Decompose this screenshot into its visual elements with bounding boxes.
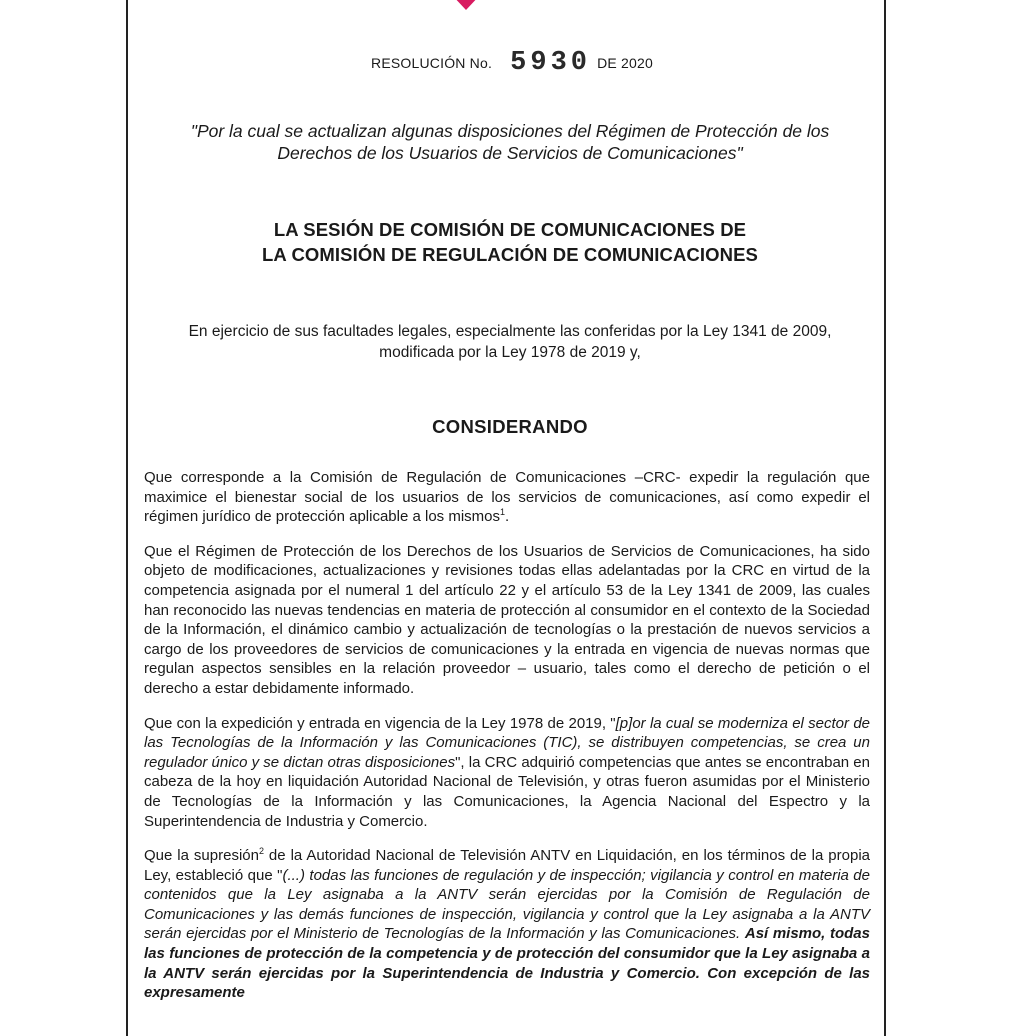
powers-line-1: En ejercicio de sus facultades legales, especialmente las conferidas por la Ley 1341 de 2009, [188, 323, 832, 340]
heading-line-2: LA COMISIÓN DE REGULACIÓN DE COMUNICACIONES [262, 244, 758, 265]
footnote-ref-2: 2 [258, 846, 264, 857]
legal-powers-statement [150, 321, 870, 363]
paragraph-2: Que el Régimen de Protección de los Derechos de los Usuarios de Servicios de Comunicaciones, ha sido objeto de modificaciones, actualizaciones y revisiones todas ellas adelantadas por la CRC en virtud de la competencia asignada por el numeral 1 del artículo 22 y el artículo 53 de la Ley 1341 de 2009, las cuales han reconocido las nuevas tendencias en materia de protección al consumidor en el contexto de la Sociedad de la Información, el dinámico cambio y actualización de tecnologías o la prestación de nuevos servicios a cargo de los proveedores de servicios de comunicaciones y la entrada en vigencia de nuevas normas que regulan aspectos sensibles en la relación proveedor – usuario, tales como el derecho de petición o el derecho a estar debidamente informado. [144, 542, 870, 697]
heading-line-1: LA SESIÓN DE COMISIÓN DE COMUNICACIONES DE [273, 219, 747, 240]
paragraph-4: Que la supresión$^2$ de la Autoridad Nacional de Televisión ANTV en Liquidación, en los términos de la propia Ley, estableció que "(...) todas las funciones de regulación y de inspección; vigilancia y control en materia de contenidos que la Ley asignaba a la ANTV serán ejercidas por la Comisión de Regulación de Comunicaciones y las demás funciones de inspección, vigilancia y control que la Ley asignaba a la ANTV serán ejercidas por el Ministerio de Tecnologías de la Información y las Comunicaciones. Así mismo, todas las funciones de protección de la competencia y de protección del consumidor que la Ley asignaba a la ANTV serán ejercidas por la Superintendencia de Industria y Comercio. Con excepción de las expresamente [144, 846, 870, 1002]
resolution-subject [150, 120, 870, 164]
issuing-authority-heading [150, 217, 870, 267]
resolution-year: DE 2020 [597, 55, 653, 71]
considerations-body [144, 468, 870, 1018]
crc-logo-fragment [447, 0, 485, 14]
powers-line-2: modificada por la Ley 1978 de 2019 y, [379, 344, 641, 361]
subject-line-1: "Por la cual se actualizan algunas disposiciones del Régimen de Protección de los [190, 121, 830, 141]
footnote-ref-1: 1 [500, 507, 506, 518]
considerando-heading: CONSIDERANDO [432, 416, 588, 437]
paragraph-3: Que con la expedición y entrada en vigencia de la Ley 1978 de 2019, "[p]or la cual se moderniza el sector de las Tecnologías de la Información y las Comunicaciones (TIC), se distribuyen competencias, se crea un regulador único y se dictan otras disposiciones", la CRC adquirió competencias que antes se encontraban en cabeza de la hoy en liquidación Autoridad Nacional de Televisión, y otras fueron asumidas por el Ministerio de Tecnologías de la Información y las Comunicaciones, la Agencia Nacional del Espectro y la Superintendencia de Industria y Comercio. [144, 714, 871, 830]
subject-line-2: Derechos de los Usuarios de Servicios de Comunicaciones" [277, 143, 743, 163]
resolution-header [0, 48, 1024, 78]
paragraph-1: Que corresponde a la Comisión de Regulación de Comunicaciones –CRC- expedir la regulación que maximice el bienestar social de los usuarios de los servicios de comunicaciones, así como expedir el régimen jurídico de protección aplicable a los mismos$^1$. [144, 469, 870, 526]
resolution-label: RESOLUCIÓN No. [371, 55, 493, 71]
resolution-number: 5930 [510, 48, 591, 78]
